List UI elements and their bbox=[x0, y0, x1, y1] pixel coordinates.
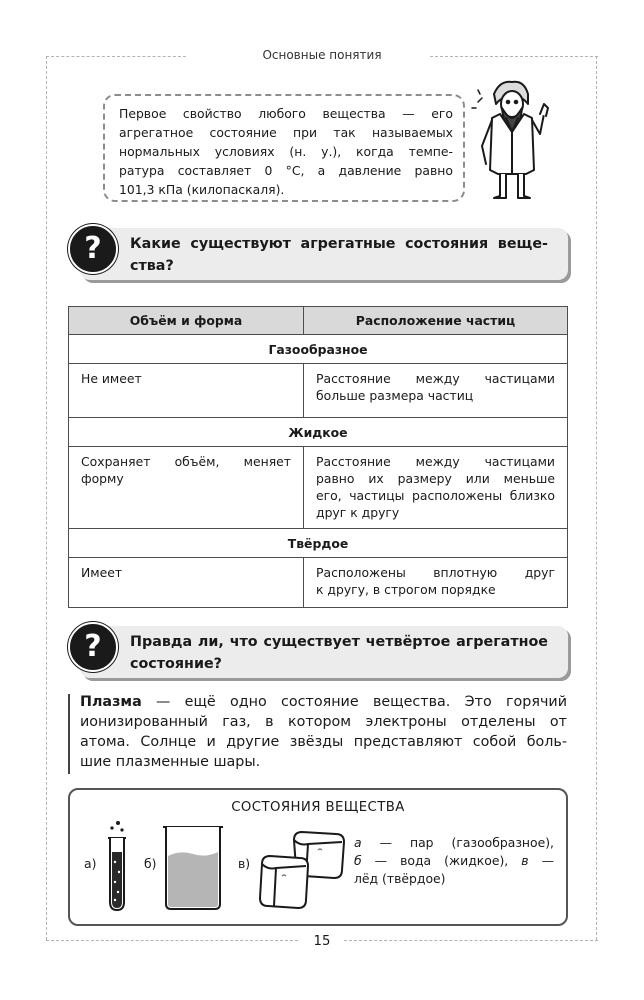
cell-line: форму bbox=[81, 471, 124, 486]
table-row bbox=[69, 447, 568, 529]
table-group-row bbox=[69, 335, 568, 364]
paragraph-line bbox=[80, 692, 567, 712]
figure-label-a: а) bbox=[84, 856, 97, 871]
cell-line: его, частицы расположены близко bbox=[316, 488, 555, 503]
cell-line: Имеет bbox=[81, 565, 123, 580]
cell-line: Сохраняет объём, меняет bbox=[81, 454, 291, 469]
plasma-paragraph bbox=[80, 692, 567, 772]
frame-right bbox=[596, 56, 597, 940]
note-line: агрегатное состояние при так называемых bbox=[119, 125, 453, 140]
page-number: 15 bbox=[313, 934, 331, 949]
table-cell bbox=[304, 447, 568, 529]
paragraph-line: ионизированный газ, в котором электроны отделены от bbox=[80, 714, 567, 730]
table-group-title: Жидкое bbox=[69, 418, 568, 447]
figure-caption bbox=[354, 834, 554, 888]
table-row bbox=[69, 558, 568, 608]
ice-cubes-icon bbox=[256, 830, 348, 910]
caption-line bbox=[354, 852, 554, 870]
paragraph-text: — ещё одно состояние вещества. Это горячий bbox=[156, 694, 567, 710]
question-callout-2 bbox=[68, 622, 568, 682]
test-tube-icon bbox=[104, 818, 130, 912]
caption-letter: в bbox=[521, 853, 529, 868]
cell-line: Расстояние между частицами bbox=[316, 371, 555, 386]
paragraph-line: шие плазменные шары. bbox=[80, 754, 261, 770]
table-group-row bbox=[69, 529, 568, 558]
caption-letter: б bbox=[354, 853, 362, 868]
cell-line: Расстояние между частицами bbox=[316, 454, 555, 469]
caption-text: — вода (жидкое), bbox=[361, 853, 522, 868]
note-box bbox=[103, 94, 465, 202]
table-cell bbox=[69, 447, 304, 529]
cell-line: Не имеет bbox=[81, 371, 142, 386]
cell-line: равно их размеру или меньше bbox=[316, 471, 555, 486]
caption-line bbox=[354, 834, 554, 852]
cell-line: к другу, в строгом порядке bbox=[316, 582, 496, 597]
states-table bbox=[68, 306, 568, 608]
table-header-row bbox=[69, 307, 568, 335]
table-row bbox=[69, 364, 568, 418]
plasma-term: Плазма bbox=[80, 694, 142, 710]
question-line: ства? bbox=[130, 258, 174, 274]
question-mark-icon: ? bbox=[68, 224, 118, 274]
table-group-row bbox=[69, 418, 568, 447]
question-line: Правда ли, что существует четвёртое агрегатное bbox=[130, 634, 548, 650]
note-line: ратура составляет 0 °С, а давление равно bbox=[119, 163, 453, 178]
question-text bbox=[130, 233, 548, 277]
question-callout-1 bbox=[68, 224, 568, 284]
table-cell bbox=[69, 364, 304, 418]
note-line: 101,3 кПа (килопаскаля). bbox=[119, 182, 285, 197]
figure-title: СОСТОЯНИЯ ВЕЩЕСТВА bbox=[231, 800, 405, 815]
table-header: Расположение частиц bbox=[304, 307, 568, 335]
cell-line: больше размера частиц bbox=[316, 388, 474, 403]
caption-letter: а bbox=[354, 835, 362, 850]
table-group-title: Газообразное bbox=[69, 335, 568, 364]
question-text bbox=[130, 631, 548, 675]
caption-text: — пар (газообразное), bbox=[361, 835, 554, 850]
cell-line: друг к другу bbox=[316, 505, 400, 520]
paragraph-accent-bar bbox=[68, 694, 70, 774]
cell-line: Расположены вплотную друг bbox=[316, 565, 555, 580]
beaker-icon bbox=[160, 824, 226, 912]
table-cell bbox=[304, 364, 568, 418]
table-group-title: Твёрдое bbox=[69, 529, 568, 558]
paragraph-line: атома. Солнце и другие звёзды представляют собой боль- bbox=[80, 734, 567, 750]
table-cell bbox=[69, 558, 304, 608]
question-mark-icon: ? bbox=[68, 622, 118, 672]
table-header: Объём и форма bbox=[69, 307, 304, 335]
frame-left bbox=[46, 56, 47, 940]
caption-text: — bbox=[528, 853, 554, 868]
question-line: состояние? bbox=[130, 656, 222, 672]
figure-label-b: б) bbox=[144, 856, 157, 871]
caption-line: лёд (твёрдое) bbox=[354, 871, 446, 886]
question-line: Какие существуют агрегатные состояния веще- bbox=[130, 236, 548, 252]
note-line: нормальных условиях (н. у.), когда темпе- bbox=[119, 144, 453, 159]
figure-label-c: в) bbox=[238, 856, 251, 871]
note-line: Первое свойство любого вещества — его bbox=[119, 106, 453, 121]
running-header: Основные понятия bbox=[262, 48, 382, 62]
scientist-illustration bbox=[470, 74, 554, 204]
table-cell bbox=[304, 558, 568, 608]
